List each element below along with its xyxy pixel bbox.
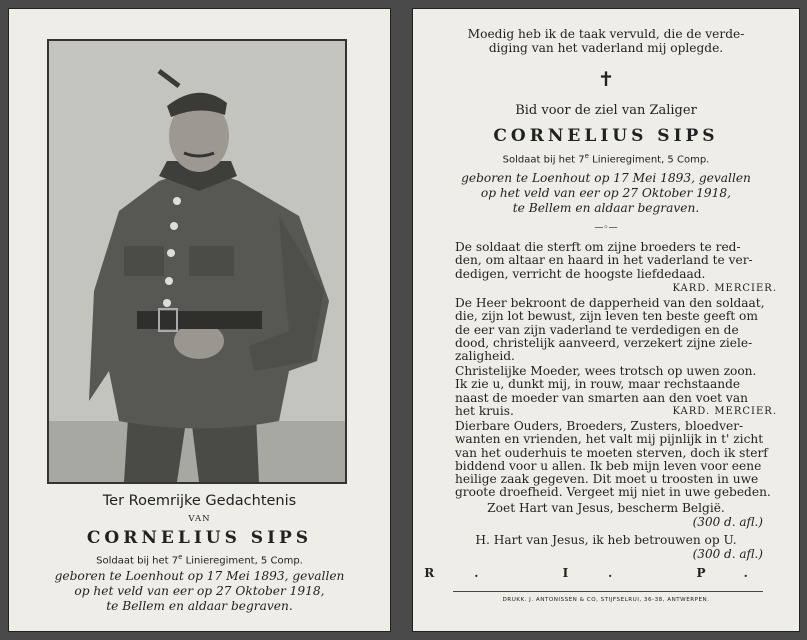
birth-death-info [413,171,799,216]
rank-superscript: e [178,553,183,561]
quote-paragraph-1 [455,241,789,281]
prayer-line-2: H. Hart van Jesus, ik heb betrouwen op U. [475,533,737,547]
footer-rule [453,591,763,592]
bio-line: te Bellem en aldaar begraven. [106,599,293,613]
rank-suffix: Linieregiment, 5 Comp. [182,555,303,567]
text-line: de eer van zijn vaderland te verdedigen en de [455,322,739,337]
ornament-divider: —◦— [594,223,618,233]
bio-line: te Bellem en aldaar begraven. [512,201,700,215]
signature-mercier: KARD. MERCIER. [672,283,777,294]
printer-imprint: DRUKK. J. ANTONISSEN & CO, STIJFSELRUI, 36-38, ANTWERPEN. [502,597,710,603]
text-line: van het ouderhuis te moeten sterven, doch ik sterf [455,445,768,460]
memorial-heading: Ter Roemrijke Gedachtenis [102,493,297,509]
bio-line: op het veld van eer op 27 Oktober 1918, [480,186,732,200]
text-line: dedigen, verricht de hoogste liefdedaad. [455,266,706,281]
text-line: den, om altaar en haard in het vaderland te ver- [455,253,753,268]
signature-mercier: KARD. MERCIER. [672,406,777,417]
text-line: dood, christelijk aanveerd, verzekert zijne ziele- [455,335,753,350]
text-line: wanten en vrienden, het valt mij pijnlijk in t' zicht [455,432,764,447]
soldier-rank [9,553,390,566]
text-line: De Heer bekroont de dapperheid van den soldaat, [455,296,765,310]
birth-death-info [9,569,390,614]
text-line: biddend voor u allen. Ik beb mijn leven voor eene [455,458,762,473]
bio-line: geboren te Loenhout op 17 Mei 1893, gevallen [54,569,345,583]
cross-icon: ✝ [597,67,615,91]
indulgence-1: (300 d. afl.) [692,515,763,529]
intro-line: Moedig heb ik de taak vervuld, die de verde- [467,27,745,41]
soldier-rank [413,152,799,165]
soldier-name: CORNELIUS SIPS [493,126,719,146]
intro-line: diging van het vaderland mij oplegde. [488,41,724,55]
intro-quote [413,27,799,55]
indulgence-2: (300 d. afl.) [692,547,763,561]
text-line: zaligheid. [455,349,515,364]
rank-superscript: e [584,152,589,160]
quote-paragraph-2 [455,297,789,363]
text-line: het kruis. [455,403,514,418]
text-line: Dierbare Ouders, Broeders, Zusters, bloedver- [455,419,744,433]
van-label: VAN [188,514,211,524]
soldier-portrait [47,39,347,484]
quote-paragraph-4 [455,420,789,500]
rank-prefix: Soldaat bij het 7 [96,555,179,567]
memorial-card-front [8,8,391,632]
text-line: De soldaat die sterft om zijne broeders te red- [455,240,741,254]
rip-text: R. I. P. [424,566,788,580]
text-line: heilige zaak gegeven. Dit moet u troosten in uwe [455,472,759,487]
memorial-card-back [412,8,800,632]
prayer-heading: Bid voor de ziel van Zaliger [515,103,697,118]
prayer-line-1: Zoet Hart van Jesus, bescherm België. [487,501,725,515]
text-line: die, zijn lot bewust, zijn leven ten beste geeft om [455,309,758,324]
soldier-name: CORNELIUS SIPS [86,528,313,548]
bio-line: geboren te Loenhout op 17 Mei 1893, gevallen [461,171,751,185]
rank-prefix: Soldaat bij het 7 [502,154,585,166]
text-line: naast de moeder van smarten aan den voet van [455,390,748,405]
bio-line: op het veld van eer op 27 Oktober 1918, [74,584,325,598]
text-line: Ik zie u, dunkt mij, in rouw, maar rechstaande [455,377,741,392]
rank-suffix: Linieregiment, 5 Comp. [588,154,710,166]
soldier-portrait-drawing [49,41,345,482]
text-line: Christelijke Moeder, wees trotsch op uwen zoon. [455,364,757,378]
text-line: groote droefheid. Vergeet mij niet in uwe gebeden. [455,485,771,500]
